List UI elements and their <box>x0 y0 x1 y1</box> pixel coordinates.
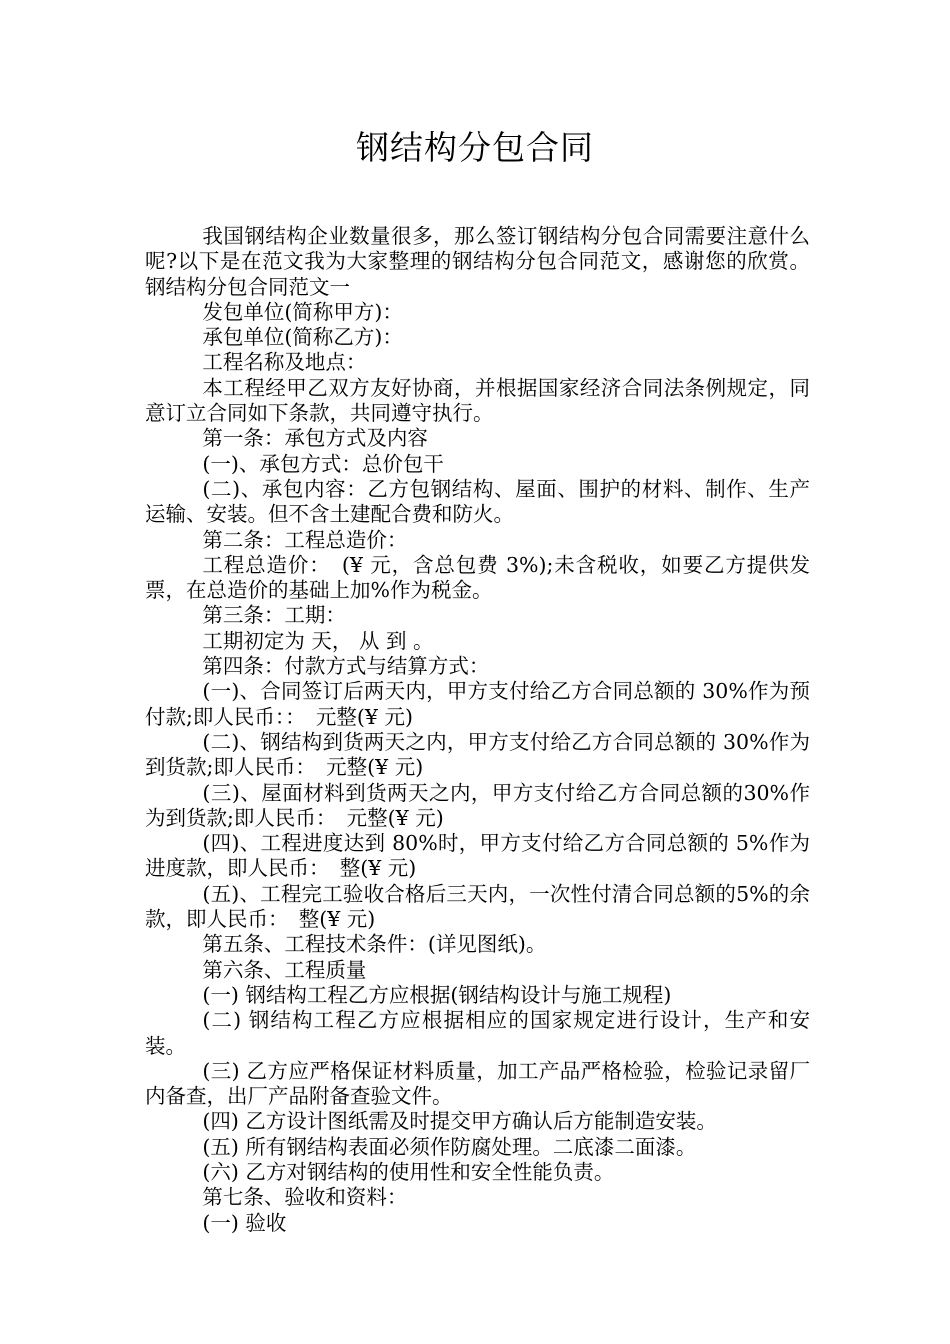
paragraph-quality-4: (四) 乙方设计图纸需及时提交甲方确认后方能制造安装。 <box>202 1109 717 1134</box>
document-body <box>145 224 810 1236</box>
paragraph-article-4: 第四条：付款方式与结算方式： <box>202 654 490 679</box>
paragraph-payment-3: (三)、屋面材料到货两天之内，甲方支付给乙方合同总额的30%作为到货款;即人民币： 元整(¥ 元) <box>145 780 810 830</box>
paragraph-quality-5: (五) 所有钢结构表面必须作防腐处理。二底漆二面漆。 <box>202 1134 697 1159</box>
paragraph-article-5: 第五条、工程技术条件：(详见图纸)。 <box>202 932 547 957</box>
paragraph-intro: 我国钢结构企业数量很多，那么签订钢结构分包合同需要注意什么呢?以下是在范文我为大家整理的钢结构分包合同范文，感谢您的欣赏。钢结构分包合同范文一 <box>145 224 810 299</box>
paragraph-payment-1: (一)、合同签订后两天内，甲方支付给乙方合同总额的 30%作为预付款;即人民币：： 元整(¥ 元) <box>145 679 810 729</box>
paragraph-article-1: 第一条：承包方式及内容 <box>202 426 428 451</box>
paragraph-schedule: 工期初定为 天， 从 到 。 <box>202 628 434 653</box>
paragraph-article-3: 第三条：工期： <box>202 603 346 628</box>
paragraph-quality-3: (三) 乙方应严格保证材料质量，加工产品严格检验，检验记录留厂内备查，出厂产品附备查验文件。 <box>145 1058 810 1109</box>
paragraph-acceptance-1: (一) 验收 <box>202 1210 287 1235</box>
paragraph-agreement: 本工程经甲乙双方友好协商，并根据国家经济合同法条例规定，同意订立合同如下条款，共同遵守执行。 <box>145 375 810 426</box>
paragraph-project-name: 工程名称及地点： <box>202 350 367 375</box>
paragraph-payment-5: (五)、工程完工验收合格后三天内，一次性付清合同总额的5%的余款，即人民币： 整(¥ 元) <box>145 881 810 932</box>
document-title: 钢结构分包合同 <box>356 128 594 167</box>
paragraph-payment-4: (四)、工程进度达到 80%时，甲方支付给乙方合同总额的 5%作为进度款，即人民币： 整(¥ 元) <box>145 831 810 881</box>
paragraph-article-7: 第七条、验收和资料： <box>202 1185 408 1210</box>
paragraph-article-6: 第六条、工程质量 <box>202 957 367 982</box>
paragraph-quality-2: (二) 钢结构工程乙方应根据相应的国家规定进行设计，生产和安装。 <box>145 1008 810 1058</box>
paragraph-employer: 发包单位(简称甲方)： <box>202 299 403 324</box>
paragraph-payment-2: (二)、钢结构到货两天之内，甲方支付给乙方合同总额的 30%作为到货款;即人民币： 元整(¥ 元) <box>145 729 810 780</box>
paragraph-article-1-item-2: (二)、承包内容：乙方包钢结构、屋面、围护的材料、制作、生产运输、安装。但不含土建配合费和防火。 <box>145 476 810 527</box>
paragraph-article-1-item-1: (一)、承包方式：总价包干 <box>202 451 444 476</box>
paragraph-total-price: 工程总造价： (¥ 元，含总包费 3%);未含税收，如要乙方提供发票，在总造价的基础上加%作为税金。 <box>145 552 810 603</box>
paragraph-article-2: 第二条：工程总造价： <box>202 527 408 552</box>
paragraph-quality-1: (一) 钢结构工程乙方应根据(钢结构设计与施工规程) <box>202 982 672 1007</box>
paragraph-contractor: 承包单位(简称乙方)： <box>202 325 403 350</box>
paragraph-quality-6: (六) 乙方对钢结构的使用性和安全性能负责。 <box>202 1159 615 1184</box>
